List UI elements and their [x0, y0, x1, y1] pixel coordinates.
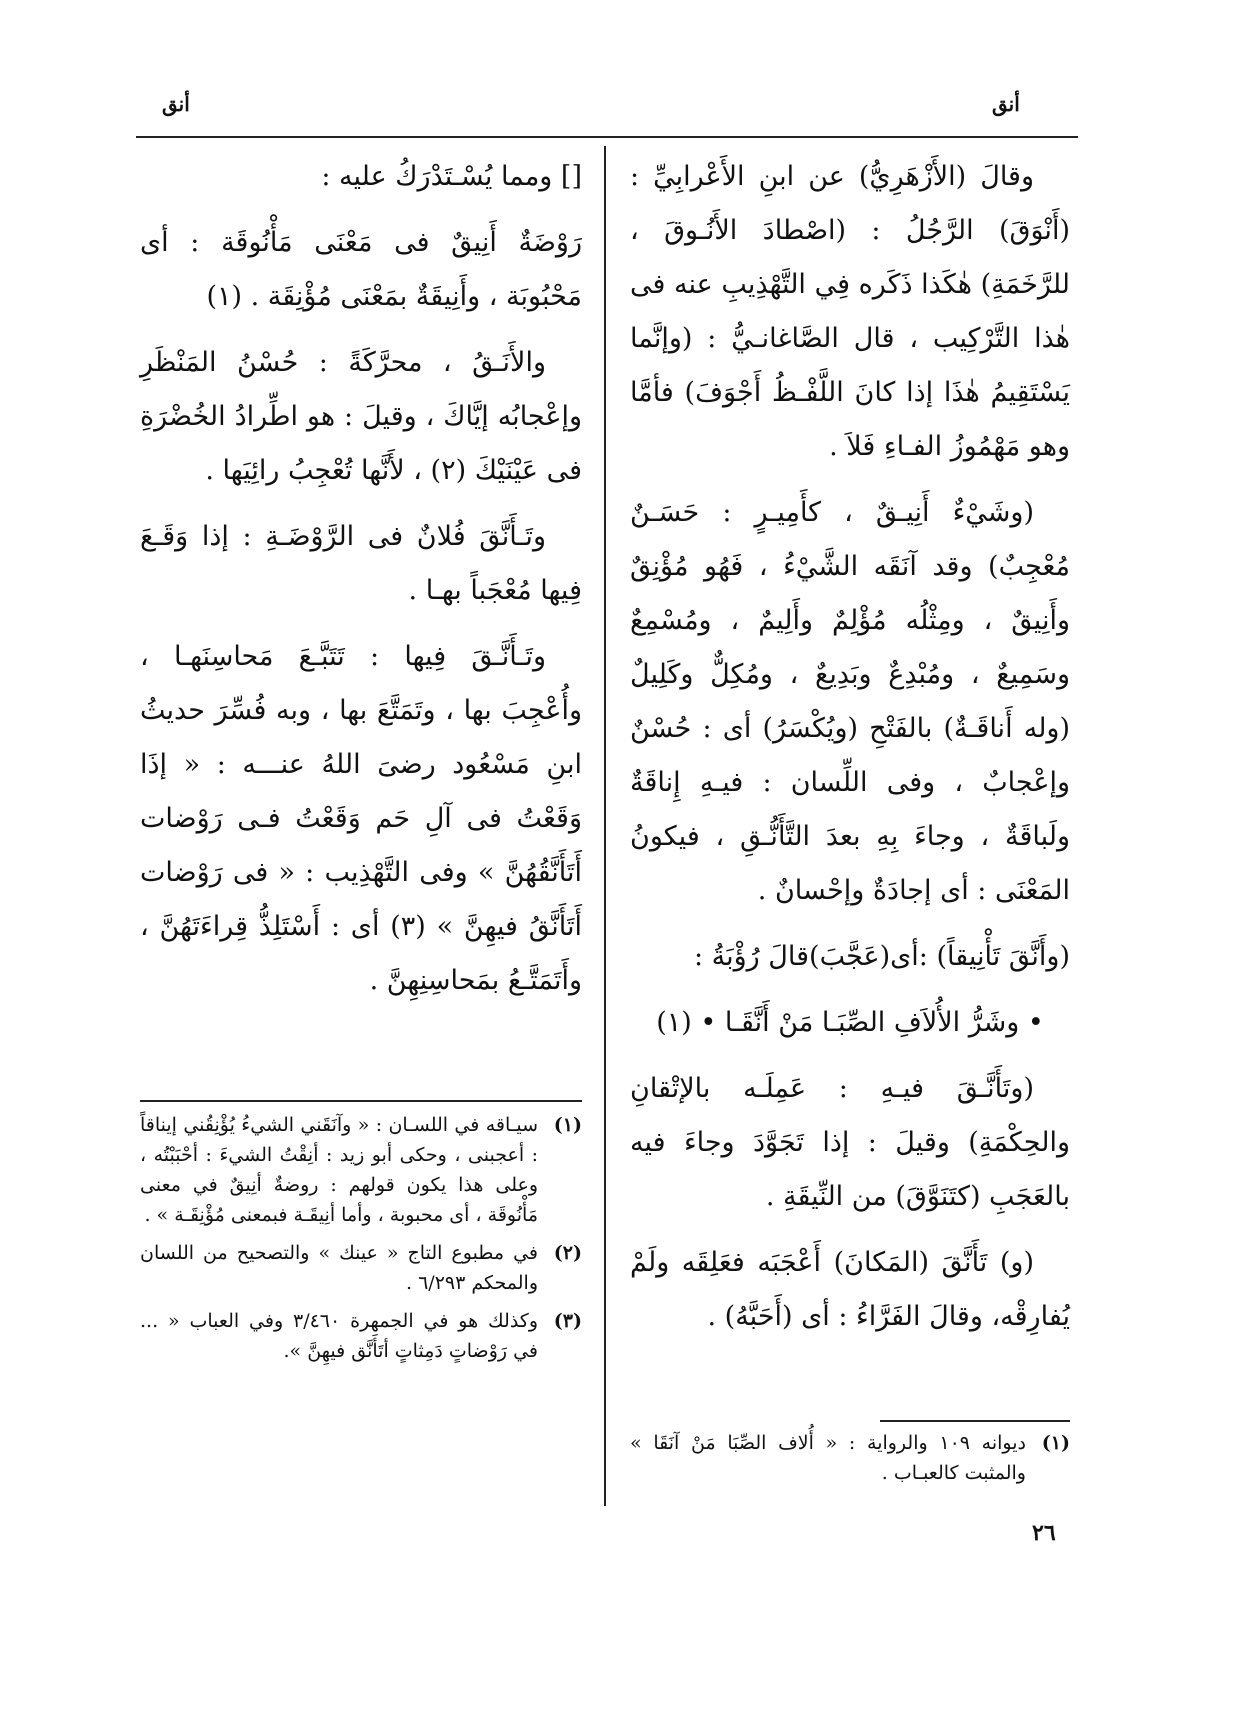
footnote — [140, 1110, 582, 1230]
entry-paragraph: (وأَنَّقَ تَأْنِيقاً) :أى(عَجَّبَ)قالَ رُؤْبَةُ : — [693, 941, 1070, 972]
entry-paragraph: وتَـأَنَّقَ فُلانٌ فى الرَّوْضَـةِ : إذا وَقَـعَ فِيها مُعْجَباً بهـا . — [140, 521, 582, 606]
header-rule — [136, 136, 1078, 138]
left-headword: أنق — [162, 92, 190, 116]
footnote-number: (١) — [553, 1114, 582, 1136]
entry-paragraph: (و) تَأَنَّقَ (المَكانَ) أَعْجَبَه فعَلِقَه ولَمْ يُفارِقْه، وقالَ الفَرَّاءُ : أى (أَحَبَّهُ) . — [630, 1247, 1070, 1332]
footnote — [140, 1306, 582, 1366]
left-column — [140, 150, 582, 1020]
footnote-rule — [880, 1420, 1070, 1422]
entry-paragraph: وقالَ (الأَزْهَرِيُّ) عن ابنِ الأَعْرابِيِّ : (أَنْوَقَ) الرَّجُلُ : (اصْطادَ الأَنُـوقَ ، للرَّخَمَةِ) هٰكَذا ذَكَره فِي التَّهْذِيبِ عنه فى هٰذا التَّرْكِيب ، قال الصَّاغانـيُّ : (وإنَّما يَسْتَقِيمُ هٰذَا إذا كانَ اللَّفْـظُ أَجْوَفَ) فأمَّا وهو مَهْمُوزُ الفـاءِ فَلاَ . — [630, 161, 1070, 462]
footnote-text: في مطبوع التاج « عينك » والتصحيح من اللسان والمحكم ٦/٢٩٣ . — [140, 1242, 538, 1294]
footnote — [630, 1428, 1070, 1488]
footnote-text: سيـاقه في اللسـان : « وآنَقَني الشيءُ يُؤْنِقُني إيناقاً : أعجبنى ، وحكى أبو زيد : أنِقْتُ الشيءَ : أحْبَبْتُه ، وعلى هذا يكون قولهم : روضةٌ أنِيقٌ في معنى مَأْنُوقَة ، أى محبوبة ، وأما أنِيقَـة فبمعنى مُؤْنِقَـة » . — [140, 1114, 538, 1226]
footnote-rule — [140, 1100, 582, 1102]
footnote-text: ديوانه ١٠٩ والرواية : « أُلاف الصِّبَا مَنْ آنَقَا » والمثبت كالعبـاب . — [630, 1432, 1026, 1484]
right-footnotes — [630, 1428, 1070, 1496]
column-divider — [604, 146, 606, 1506]
left-footnotes — [140, 1110, 582, 1374]
page-number: ٢٦ — [1032, 1520, 1056, 1546]
entry-paragraph: والأَنَـقُ ، محرَّكَةً : حُسْنُ المَنْظَرِ وإعْجابُه إيَّاكَ ، وقيلَ : هو اطِّرادُ الخُضْرَةِ فى عَيْنَيْكَ (٢) ، لأَنَّها تُعْجِبُ رائِيَها . — [140, 347, 582, 486]
footnote — [140, 1238, 582, 1298]
footnote-number: (١) — [1041, 1432, 1070, 1454]
footnote-number: (٢) — [553, 1242, 582, 1264]
right-headword: أنق — [992, 92, 1020, 116]
footnote-text: وكذلك هو في الجمهرة ٣/٤٦٠ وفي العباب « ... في رَوْضاتٍ دَمِثاتٍ أتَأَنَّق فيهِنَّ ». — [140, 1310, 539, 1362]
entry-paragraph: (وتَأَنَّـقَ فيـهِ : عَمِلَـه بالإتْقانِ والحِكْمَةِ) وقيلَ : إذا تَجَوَّدَ وجاءَ فيه بالعَجَبِ (كتَنَوَّقَ) من النِّيقَةِ . — [630, 1073, 1070, 1212]
entry-paragraph: رَوْضَةٌ أَنِيقٌ فى مَعْنَى مَأْنُوقَة : أى مَحْبُوبَة ، وأَنِيقَةٌ بمَعْنَى مُؤْنِقَة . (١) — [140, 227, 582, 312]
footnote-number: (٣) — [553, 1310, 582, 1332]
supplement-heading: [] ومما يُسْـتَدْرَكُ عليه : — [321, 161, 582, 192]
right-column — [630, 150, 1070, 1356]
entry-paragraph: وتَـأَنَّـقَ فِيها : تَتَبَّـعَ مَحاسِنَهـا ، وأُعْجِبَ بها ، وتَمَتَّعَ بها ، وبه فُسِّرَ حديثُ ابنِ مَسْعُود رضىَ اللهُ عنـــه : « إذَا وَقَعْتُ فى آلِ حَم وَقَعْتُ فـى رَوْضات أَتَأَنَّقُهُنَّ » وفى التَّهْذِيب : « فى رَوْضات أَتَأَنَّقُ فيهِنَّ » (٣) أى : أَسْتَلِذُّ قِراءَتَهُنَّ ، وأَتَمَتَّـعُ بمَحاسِنِهِنَّ . — [140, 641, 582, 996]
verse-line: • وشَرُّ الأُلاَفِ الصِّبَـا مَنْ أَنَّقَـا • (١) — [656, 1007, 1044, 1038]
entry-paragraph: (وشَيْءٌ أَنِيـقٌ ، كأَمِيـرٍ : حَسَـنٌ مُعْجِبٌ) وقد آنَقَه الشَّيْءُ ، فَهُو مُؤْنِقٌ وأَنِيقٌ ، ومِثْلُه مُؤْلِمٌ وأَلِيمٌ ، ومُسْمِعٌ وسَمِيعٌ ، ومُبْدِعٌ وبَدِيعٌ ، ومُكِلٌّ وكَلِيلٌ (وله أَناقَـةٌ) بالفَتْحِ (ويُكْسَرُ) أى : حُسْنٌ وإعْجابٌ ، وفى اللِّسان : فيـهِ إِناقَةٌ ولَباقَةٌ ، وجاءَ بِهِ بعدَ التَّأَنُّـقِ ، فيكونُ المَعْنَى : أى إجادَةٌ وإحْسانٌ . — [630, 497, 1070, 906]
